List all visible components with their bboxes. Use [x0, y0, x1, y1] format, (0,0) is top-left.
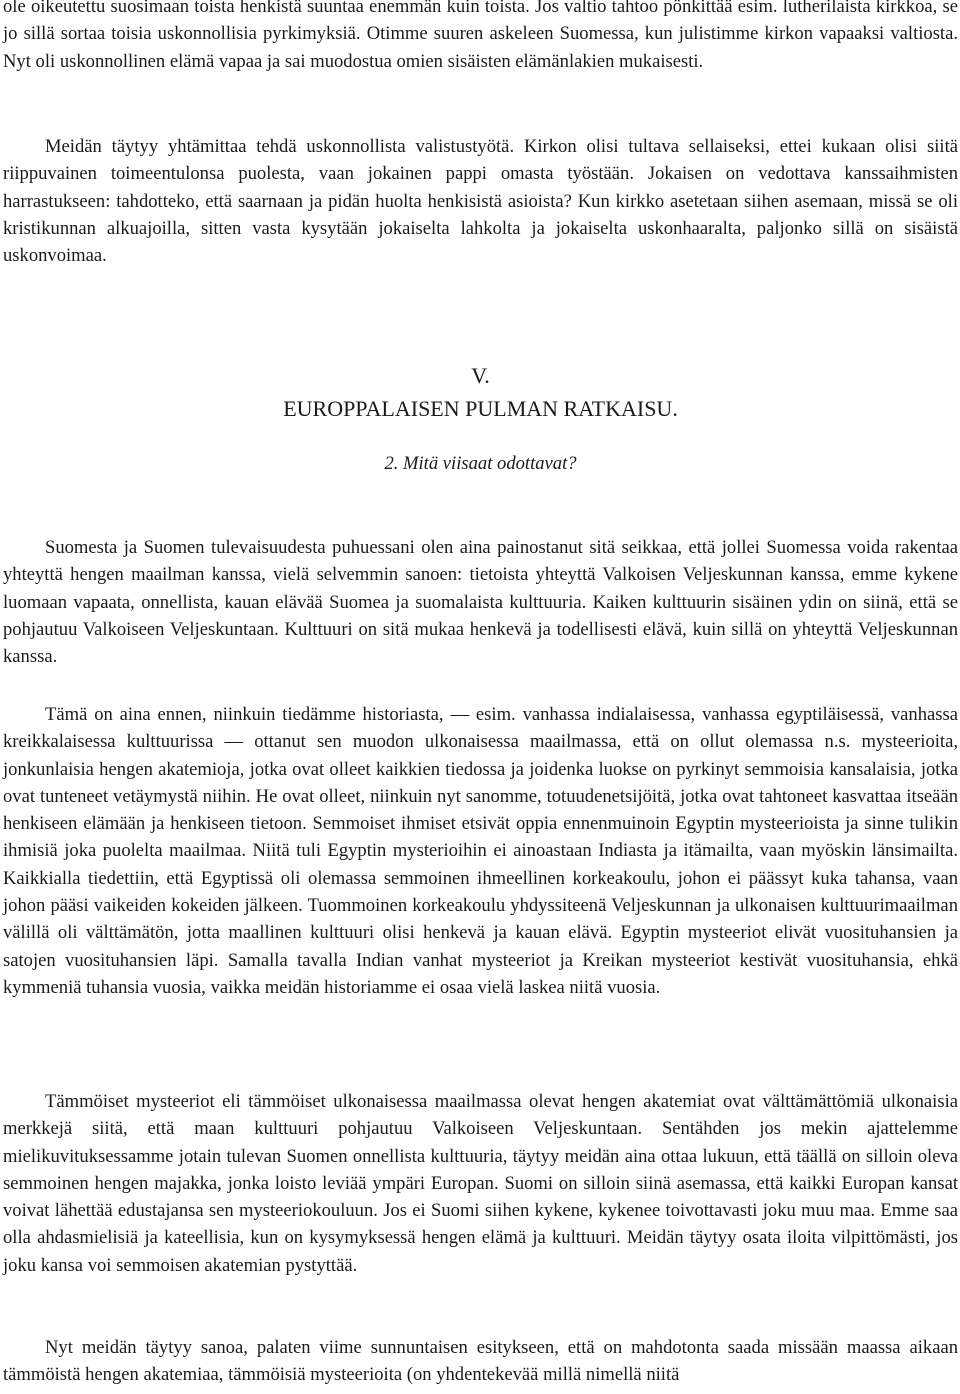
chapter-title: EUROPPALAISEN PULMAN RATKAISU.	[283, 396, 678, 421]
paragraph: Nyt meidän täytyy sanoa, palaten viime sunnuntaisen esitykseen, että on mahdotonta saada missään maassa aikaan tämmöistä hengen akatemiaa, tämmöisiä mysteerioita (on yhdentekevää millä nimellä niitä	[3, 1337, 958, 1386]
paragraph: Meidän täytyy yhtämittaa tehdä uskonnollista valistustyötä. Kirkon olisi tultava sellaiseksi, ettei kukaan olisi siitä riippuvainen toimeentulonsa puolesta, vaan jokainen pappi omasta työstään. Jokaisen on vedottava kanssaihmisten harrastukseen: tahdotteko, että saarnaan ja pidän huolta henkisistä asioista? Kun kirkko asetetaan siihen asemaan, missä se oli kristikunnan alkuajoilla, sitten vasta kysytään jokaiselta lahkolta ja jokaiselta uskonhaaralta, paljonko sillä on sisäistä uskonvoimaa.	[3, 136, 958, 267]
chapter-number: V.	[471, 363, 490, 388]
paragraph: Tämmöiset mysteeriot eli tämmöiset ulkonaisessa maailmassa olevat hengen akatemiat ovat välttämättömiä ulkonaisia merkkejä siitä, että maan kulttuuri pohjautuu Valkoiseen Veljeskuntaan. Sentähden jos mekin ajattelemme mielikuvituksessamme jotain tulevan Suomen onnellista kulttuuria, täytyy meidän aina ottaa lukuun, että täällä on silloin oleva semmoinen hengen majakka, jonka loisto leviää ympäri Europan. Suomi on silloin siinä asemassa, että kaikki Europan kansat voivat lähettää edustajansa sen mysteeriokouluun. Jos ei Suomi siihen kykene, kykenee toivottavasti joku muu maa. Emme saa olla ahdasmielisiä ja kateellisia, kun on kysymyksessä hengen elämä ja kulttuuri. Meidän täytyy osata iloita vilpittömästi, jos joku kansa voi semmoisen akatemian pystyttää.	[3, 1091, 958, 1276]
paragraph: Tämä on aina ennen, niinkuin tiedämme historiasta, — esim. vanhassa indialaisessa, vanhassa egyptiläisessä, vanhassa kreikkalaisessa kulttuurissa — ottanut sen muodon ulkonaisessa maailmassa, että on ollut olemassa n.s. mysteerioita, jonkunlaisia hengen akatemioja, jotka ovat olleet kaikkien tiedossa ja joidenka luokse on pyrkinyt semmoisia kansalaisia, jotka ovat tunteneet vetäymystä niihin. He ovat olleet, niinkuin nyt sanomme, totuudenetsijöitä, jotka ovat tahtoneet kasvattaa itseään henkiseen elämään ja henkiseen tietoon. Semmoiset ihmiset etsivät oppia ennenmuinoin Egyptin mysteerioista ja sinne tulikin ihmisiä joka puolelta maailmaa. Niitä tuli Egyptin mysterioihin ei ainoastaan Indiasta ja itämailta, vaan myöskin länsimailta. Kaikkialla tiedettiin, että Egyptissä oli olemassa semmoinen ihmeellinen korkeakoulu, johon ei päässyt kuka tahansa, vaan johon pääsi vaikeiden kokeiden jälkeen. Tuommoinen korkeakoulu yhdyssiteenä Veljeskunnan ja ulkonaisen kulttuurimaailman välillä oli välttämätön, jotta maallinen kulttuuri olisi henkevä ja kauan elävä. Egyptin mysteeriot elivät vuosituhansien ja satojen vuosituhansien läpi. Samalla tavalla Indian vanhat mysteeriot ja Kreikan mysteeriot kestivät vuosituhansia, ehkä kymmeniä tuhansia vuosia, vaikka meidän historiamme ei osaa vielä laskea niitä vuosia.	[3, 704, 958, 998]
paragraph: ole oikeutettu suosimaan toista henkistä suuntaa enemmän kuin toista. Jos valtio tahtoo pönkittää esim. lutherilaista kirkkoa, se jo sillä sortaa toisia uskonnollisia pyrkimyksiä. Otimme suuren askeleen Suomessa, kun julistimme kirkon vapaaksi valtiosta. Nyt oli uskonnollinen elämä vapaa ja sai muodostua omien sisäisten elämänlakien mukaisesti.	[3, 0, 958, 72]
section-title: 2. Mitä viisaat odottavat?	[384, 453, 577, 474]
paragraph: Suomesta ja Suomen tulevaisuudesta puhuessani olen aina painostanut sitä seikkaa, että jollei Suomessa voida rakentaa yhteyttä hengen maailman kanssa, vielä selvemmin sanoen: tietoista yhteyttä Valkoisen Veljeskunnan kanssa, emme kykene luomaan vapaata, onnellista, kauan elävää Suomea ja suomalaista kulttuuria. Kaiken kulttuurin sisäinen ydin on siinä, että se pohjautuu Valkoiseen Veljeskuntaan. Kulttuuri on sitä mukaa henkevä ja todellisesti elävä, kuin sillä on yhteyttä Veljeskunnan kanssa.	[3, 537, 958, 668]
